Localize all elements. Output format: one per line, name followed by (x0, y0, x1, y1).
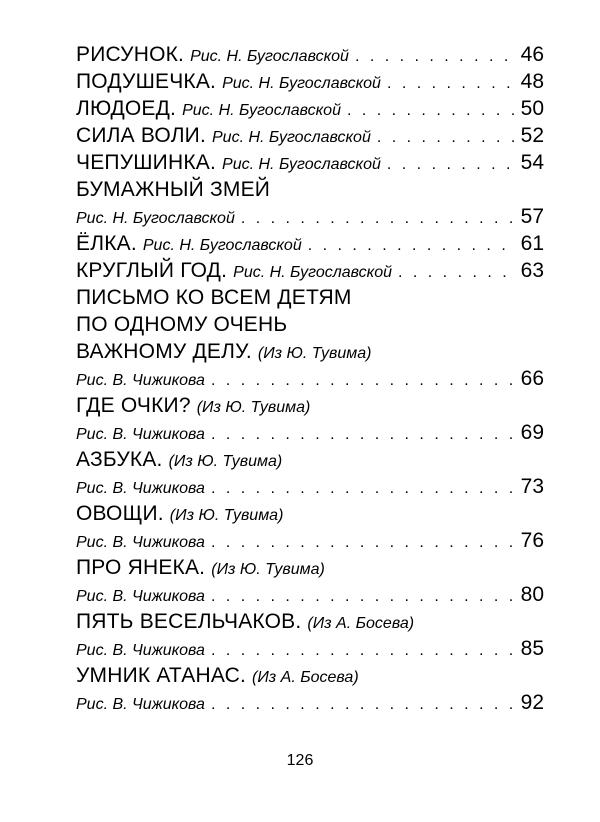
entry-source-note: (Из Ю. Тувима) (257, 345, 372, 362)
toc-entry[interactable] (76, 284, 544, 392)
entry-page: 46 (520, 43, 544, 66)
leader-dots (377, 124, 517, 151)
entry-credit: Рис. Н. Бугославской (222, 156, 381, 173)
entry-title: РИСУНОК. (76, 43, 185, 66)
leader-dots (211, 367, 517, 394)
table-of-contents (76, 41, 544, 716)
entry-credit: Рис. Н. Бугославской (182, 102, 341, 119)
toc-entry[interactable] (76, 122, 544, 149)
entry-title: ЁЛКА. (76, 232, 137, 255)
entry-credit-line (76, 689, 544, 716)
entry-title: ПЯТЬ ВЕСЕЛЬЧАКОВ. (76, 610, 302, 633)
page-number: 126 (286, 752, 314, 769)
toc-entry[interactable] (76, 446, 544, 500)
entry-credit: Рис. Н. Бугославской (212, 129, 371, 146)
entry-title-line (76, 446, 544, 473)
entry-page: 52 (520, 124, 544, 147)
leader-dots (347, 97, 517, 124)
leader-dots (211, 475, 517, 502)
entry-credit-line (76, 527, 544, 554)
entry-title-line (76, 284, 544, 311)
entry-page: 69 (520, 421, 544, 444)
leader-dots (211, 691, 517, 718)
entry-source-note: (Из Ю. Тувима) (196, 399, 311, 416)
entry-title-line (76, 338, 544, 365)
entry-title: БУМАЖНЫЙ ЗМЕЙ (76, 178, 271, 201)
toc-entry[interactable] (76, 392, 544, 446)
entry-title: ПОДУШЕЧКА. (76, 70, 217, 93)
entry-title-line (76, 311, 544, 338)
entry-page: 73 (520, 475, 544, 498)
entry-credit: Рис. Н. Бугославской (190, 48, 349, 65)
toc-entry[interactable] (76, 68, 544, 95)
toc-entry[interactable] (76, 149, 544, 176)
leader-dots (387, 151, 517, 178)
leader-dots (211, 583, 517, 610)
entry-title: ПИСЬМО КО ВСЕМ ДЕТЯМ (76, 286, 352, 309)
entry-source-note: (Из Ю. Тувима) (211, 561, 325, 578)
leader-dots (398, 259, 517, 286)
entry-source-note: (Из А. Босева) (251, 669, 359, 686)
entry-source-note: (Из Ю. Тувима) (169, 507, 284, 524)
entry-source-note: (Из А. Босева) (307, 615, 415, 632)
entry-page: 61 (520, 232, 544, 255)
entry-credit-line (76, 365, 544, 392)
leader-dots (211, 421, 517, 448)
entry-credit-line (76, 581, 544, 608)
leader-dots (211, 637, 517, 664)
entry-credit-line (76, 635, 544, 662)
entry-title: АЗБУКА. (76, 448, 163, 471)
toc-entry[interactable] (76, 95, 544, 122)
entry-page: 76 (520, 529, 544, 552)
entry-title: ЛЮДОЕД. (76, 97, 177, 120)
entry-title: ЧЕПУШИНКА. (76, 151, 217, 174)
entry-title: ОВОЩИ. (76, 502, 164, 525)
entry-credit: Рис. Н. Бугославской (142, 237, 302, 254)
entry-title-line (76, 176, 544, 203)
entry-credit: Рис. В. Чижикова (76, 588, 205, 605)
toc-entry[interactable] (76, 554, 544, 608)
entry-credit: Рис. Н. Бугославской (76, 210, 235, 227)
entry-credit: Рис. В. Чижикова (76, 642, 205, 659)
leader-dots (355, 43, 517, 70)
entry-credit: Рис. Н. Бугославской (222, 75, 381, 92)
toc-entry[interactable] (76, 176, 544, 230)
entry-page: 66 (520, 367, 544, 390)
entry-title-line (76, 392, 544, 419)
entry-credit-line (76, 419, 544, 446)
toc-entry[interactable] (76, 662, 544, 716)
entry-credit: Рис. В. Чижикова (76, 480, 205, 497)
entry-credit-line (76, 473, 544, 500)
entry-page: 48 (520, 70, 544, 93)
entry-credit: Рис. В. Чижикова (76, 696, 205, 713)
entry-title: ПРО ЯНЕКА. (76, 556, 206, 579)
toc-entry[interactable] (76, 257, 544, 284)
toc-entry[interactable] (76, 500, 544, 554)
entry-title: УМНИК АТАНАС. (76, 664, 246, 687)
entry-title-line (76, 608, 544, 635)
entry-title: ПО ОДНОМУ ОЧЕНЬ (76, 313, 288, 336)
entry-page: 85 (520, 637, 544, 660)
entry-page: 54 (520, 151, 544, 174)
entry-credit: Рис. В. Чижикова (76, 534, 205, 551)
toc-entry[interactable] (76, 230, 544, 257)
leader-dots (211, 529, 517, 556)
entry-title: ВАЖНОМУ ДЕЛУ. (76, 340, 252, 363)
entry-title: СИЛА ВОЛИ. (76, 124, 206, 147)
entry-page: 80 (520, 583, 544, 606)
toc-entry[interactable] (76, 608, 544, 662)
entry-page: 57 (520, 205, 544, 228)
entry-credit: Рис. В. Чижикова (76, 372, 205, 389)
leader-dots (241, 205, 517, 232)
entry-credit: Рис. В. Чижикова (76, 426, 205, 443)
entry-page: 63 (520, 259, 544, 282)
leader-dots (308, 232, 517, 259)
entry-title: КРУГЛЫЙ ГОД. (76, 259, 228, 282)
entry-title-line (76, 554, 544, 581)
entry-title-line (76, 662, 544, 689)
entry-page: 50 (520, 97, 544, 120)
entry-source-note: (Из Ю. Тувима) (168, 453, 283, 470)
entry-page: 92 (520, 691, 544, 714)
toc-entry[interactable] (76, 41, 544, 68)
entry-credit: Рис. Н. Бугославской (233, 264, 392, 281)
leader-dots (387, 70, 517, 97)
entry-title: ГДЕ ОЧКИ? (76, 394, 191, 417)
entry-credit-line (76, 203, 544, 230)
entry-title-line (76, 500, 544, 527)
